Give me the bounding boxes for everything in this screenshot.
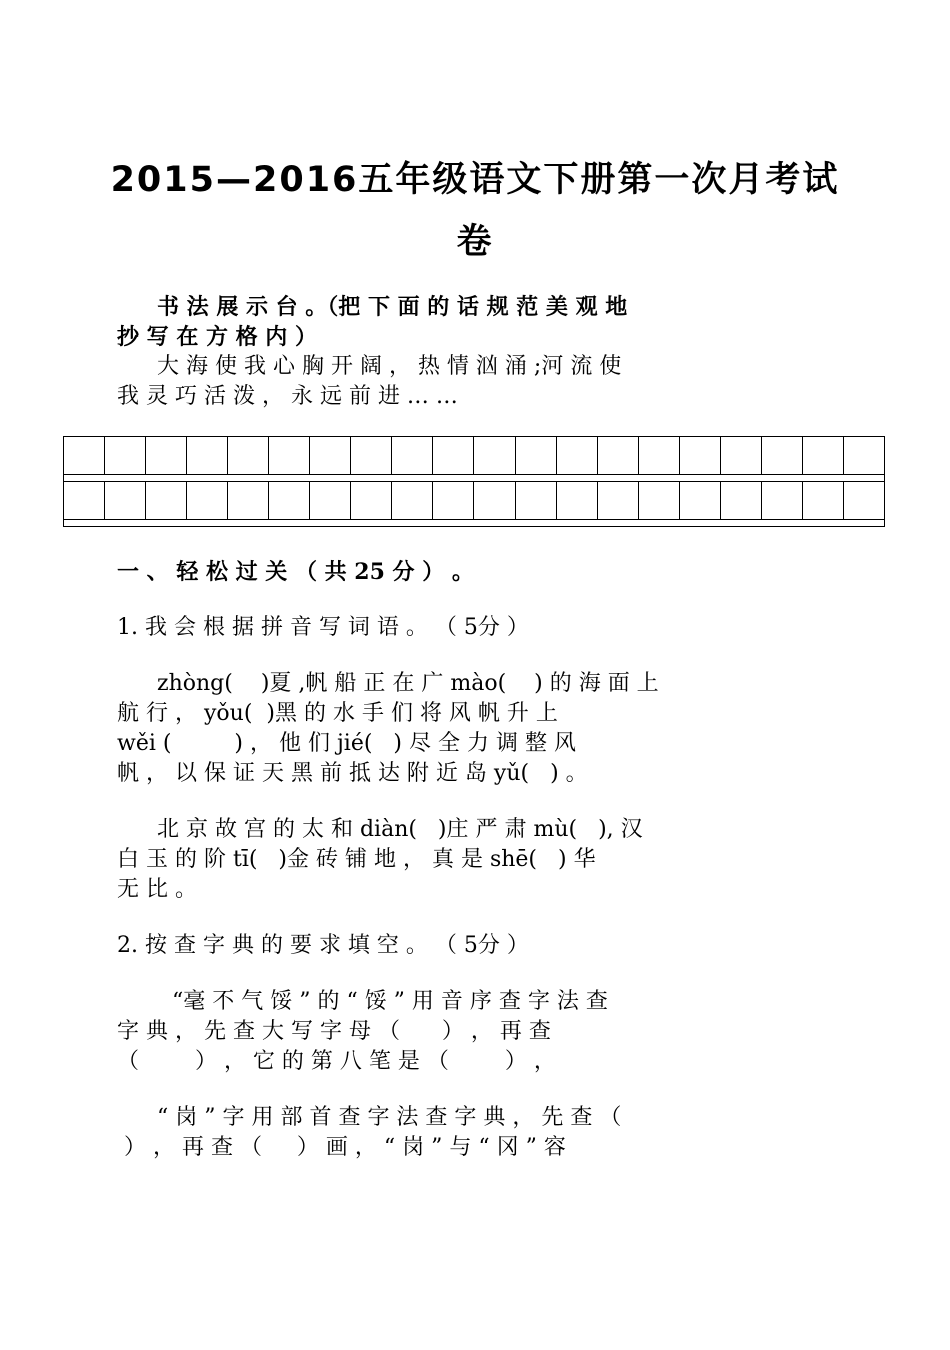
- question-2-label: 2. 按 查 字 典 的 要 求 填 空 。 （ 5分 ）: [117, 933, 529, 958]
- question-1-text: 航 行 ， yǒu( )黑 的 水 手 们 将 风 帆 升 上: [117, 701, 558, 726]
- grid-cell[interactable]: [269, 482, 310, 520]
- question-2-text: “毫 不 气 馁 ” 的 “ 馁 ” 用 音 序 查 字 法 查: [172, 989, 608, 1014]
- page-title: 2015—2016五年级语文下册第一次月考试: [110, 160, 840, 200]
- grid-cell[interactable]: [761, 437, 802, 475]
- grid-cell[interactable]: [679, 437, 720, 475]
- section-heading: 一 、 轻 松 过 关 （ 共 25 分 ） 。: [117, 559, 474, 585]
- grid-cell[interactable]: [802, 437, 843, 475]
- question-1-text: wěi ( ) ， 他 们 jié( ) 尽 全 力 调 整 风: [117, 731, 576, 756]
- question-2-text: ） ， 再 查 （ ） 画 ， “ 岗 ” 与 “ 冈 ” 容: [117, 1135, 566, 1160]
- grid-cell[interactable]: [761, 482, 802, 520]
- grid-cell[interactable]: [843, 437, 884, 475]
- grid-cell[interactable]: [392, 437, 433, 475]
- grid-cell[interactable]: [515, 482, 556, 520]
- question-1-text: zhòng( )夏 ,帆 船 正 在 广 mào( ) 的 海 面 上: [157, 671, 659, 696]
- grid-cell[interactable]: [228, 482, 269, 520]
- grid-cell[interactable]: [556, 482, 597, 520]
- grid-cell[interactable]: [802, 482, 843, 520]
- grid-cell[interactable]: [597, 482, 638, 520]
- grid-cell[interactable]: [351, 437, 392, 475]
- grid-cell[interactable]: [269, 437, 310, 475]
- question-1-text: 白 玉 的 阶 tī( )金 砖 铺 地 ， 真 是 shē( ) 华: [117, 847, 596, 872]
- grid-cell[interactable]: [474, 437, 515, 475]
- calligraphy-text-continued: 我 灵 巧 活 泼 ， 永 远 前 进 … …: [117, 384, 458, 409]
- question-1-text: 无 比 。: [117, 877, 197, 902]
- grid-cell[interactable]: [597, 437, 638, 475]
- grid-cell[interactable]: [146, 482, 187, 520]
- question-1-text: 北 京 故 宫 的 太 和 diàn( )庄 严 肃 mù( ), 汉: [157, 817, 643, 842]
- grid-bottom-line: [63, 526, 885, 527]
- question-2-text: “ 岗 ” 字 用 部 首 查 字 法 查 字 典 ， 先 查 （: [157, 1105, 622, 1130]
- grid-cell[interactable]: [556, 437, 597, 475]
- question-2-text: （ ） ， 它 的 第 八 笔 是 （ ） ，: [117, 1049, 556, 1074]
- grid-cell[interactable]: [310, 482, 351, 520]
- grid-cell[interactable]: [146, 437, 187, 475]
- grid-cell[interactable]: [351, 482, 392, 520]
- writing-grid-row-1[interactable]: [63, 436, 885, 475]
- grid-cell[interactable]: [515, 437, 556, 475]
- grid-cell[interactable]: [433, 482, 474, 520]
- calligraphy-instruction: 书 法 展 示 台 。（把 下 面 的 话 规 范 美 观 地: [157, 294, 628, 320]
- grid-cell[interactable]: [843, 482, 884, 520]
- writing-grid-row-2[interactable]: [63, 481, 885, 520]
- grid-cell[interactable]: [228, 437, 269, 475]
- grid-cell[interactable]: [392, 482, 433, 520]
- grid-cell[interactable]: [105, 437, 146, 475]
- page-title-continued: 卷: [456, 222, 494, 262]
- grid-cell[interactable]: [720, 437, 761, 475]
- grid-cell[interactable]: [720, 482, 761, 520]
- calligraphy-text: 大 海 使 我 心 胸 开 阔 ， 热 情 汹 涌 ;河 流 使: [157, 354, 622, 379]
- grid-cell[interactable]: [679, 482, 720, 520]
- grid-cell[interactable]: [187, 482, 228, 520]
- grid-cell[interactable]: [105, 482, 146, 520]
- question-1-label: 1. 我 会 根 据 拼 音 写 词 语 。 （ 5分 ）: [117, 615, 529, 640]
- question-1-text: 帆 ， 以 保 证 天 黑 前 抵 达 附 近 岛 yǔ( ) 。: [117, 761, 588, 786]
- grid-cell[interactable]: [310, 437, 351, 475]
- grid-cell[interactable]: [187, 437, 228, 475]
- calligraphy-instruction-continued: 抄 写 在 方 格 内 ）: [117, 324, 317, 350]
- grid-cell[interactable]: [64, 437, 105, 475]
- grid-cell[interactable]: [638, 437, 679, 475]
- grid-cell[interactable]: [433, 437, 474, 475]
- question-2-text: 字 典 ， 先 查 大 写 字 母 （ ） ， 再 查: [117, 1019, 551, 1044]
- grid-cell[interactable]: [638, 482, 679, 520]
- grid-cell[interactable]: [474, 482, 515, 520]
- grid-cell[interactable]: [64, 482, 105, 520]
